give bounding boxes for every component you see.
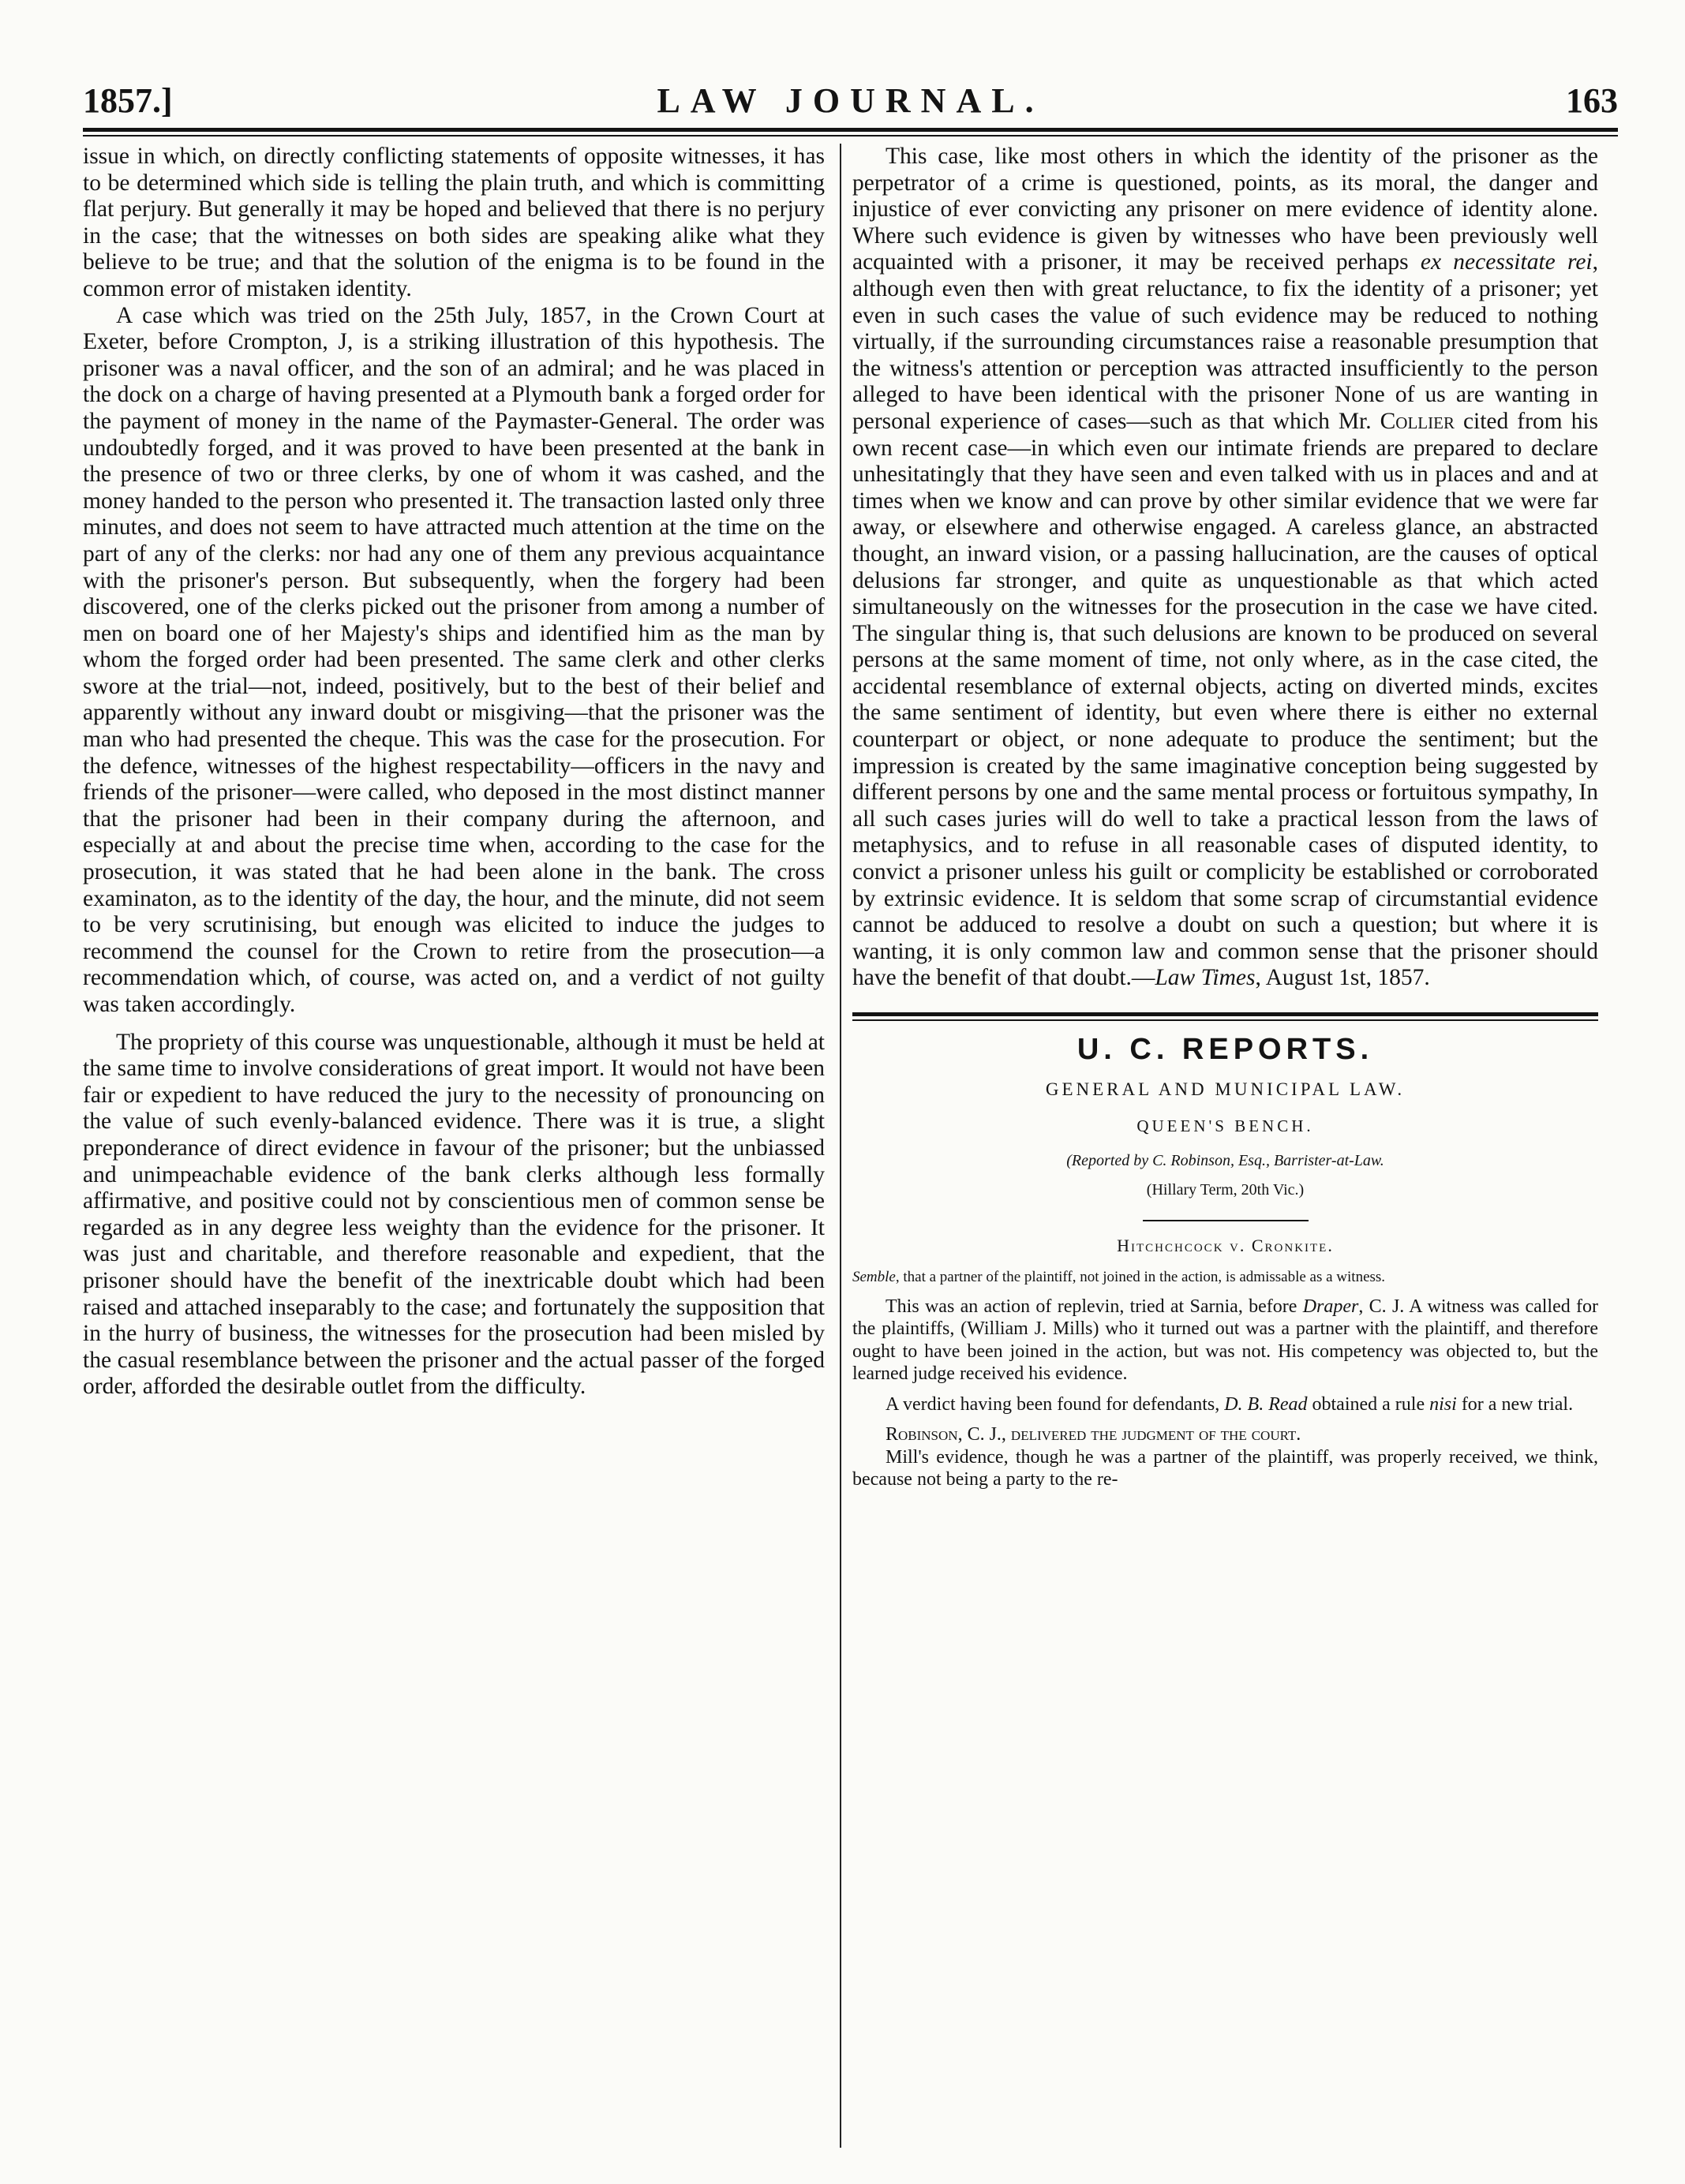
text-run: , C. J. A witness was called for the plaintiffs, (William J. Mills) who it turned out was a partner with the plaintiff, and therefore ought to have been joined in the action, but was not. His competency was objected to, but the learned judge received his evidence. [852, 1296, 1599, 1385]
text-run: A verdict having been found for defendants, [886, 1393, 1220, 1415]
paragraph [852, 1296, 1598, 1386]
text-run: for a new trial. [1461, 1393, 1574, 1415]
counsel-name: D. B. Read [1224, 1393, 1308, 1415]
text-run: This was an action of replevin, tried at Sarnia, before [886, 1296, 1297, 1317]
case-rule [1143, 1220, 1309, 1221]
header-rule-thin [83, 135, 1618, 136]
section-subtitle: GENERAL AND MUNICIPAL LAW. [1045, 1079, 1406, 1099]
paragraph: The propriety of this course was unquestionable, although it must be held at the same time to involve considerations of great import. It would not have been fair or expedient to have reduced the jury to the necessity of pronouncing on the value of such evenly-balanced evidence. There was it is true, a slight preponderance of direct evidence in favour of the prisoner; but the unbiassed and unimpeachable evidence of the bank clerks although less formally affirmative, and positive could not by conscientious men of common sense be regarded as in any degree less weighty than the evidence for the prisoner. It was just and charitable, and therefore reasonable and expedient, that the prisoner should have the benefit of the inextricable doubt which had been raised and attached inseparably to the case; and fortunately the supposition that in the hurry of business, the witnesses for the prosecution had been misled by the casual resemblance between the prisoner and the actual passer of the forged order, afforded the desirable outlet from the difficulty. [83, 1029, 825, 1400]
text-run: This case, like most others in which the identity of the prisoner as the perpetrator of a crime is questioned, points, as its moral, the danger and injustice of ever convicting any prisoner on mere evidence of identity alone. Where such evidence is given by witnesses who have been previously well acquainted with a prisoner, it may be received perhaps [852, 144, 1598, 275]
text-run: cited from his own recent case—in which even our intimate friends are prepared to declare unhesitatingly that they have seen and even talked with us in places and and at times when we know and can prove by other similar evidence that we were far away, or elsewhere and otherwise engaged. A careless glance, an abstracted thought, an inward vision, or a passing hallucination, are the causes of optical delusions far stronger, and quite as unquestionable as that which acted simultaneously on the witnesses for the prosecution in the case we have cited. The singular thing is, that such delusions are known to be produced on several persons at the same moment of time, not only where, as in the case cited, the accidental resemblance of external objects, acting on diverted minds, excites the same sentiment of identity, but even where there is either no external counterpart or object, or none adequate to produce the sentiment; but the impression is created by the same imaginative conception being suggested by different persons by one and the same mental process or fortuitous sympathy, In all such cases juries will do well to take a practical lesson from the laws of metaphysics, and to refuse in all reasonable cases of disputed identity, to convict a prisoner unless his guilt or complicity be established or corroborated by extrinsic evidence. It is seldom that some scrap of circumstantial evidence cannot be adduced to resolve a doubt on such a question; but where it is wanting, it is only common law and common sense that the prisoner should have the benefit of that doubt.— [852, 408, 1598, 991]
paragraph [852, 1393, 1598, 1416]
issue-year: 1857.] [83, 81, 173, 120]
latin-term: nisi [1429, 1393, 1457, 1415]
source-citation: Law Times [1155, 965, 1256, 991]
term-line: (Hillary Term, 20th Vic.) [1146, 1181, 1305, 1199]
latin-phrase: ex necessitate rei [1420, 249, 1593, 275]
semble-label: Semble [852, 1268, 896, 1285]
paragraph: Robinson, C. J., delivered the judgment of the court. [886, 1424, 1301, 1445]
paragraph: issue in which, on directly conflicting statements of opposite witnesses, it has to be determined which side is telling the plain truth, and which is committing flat perjury. But generally it may be hoped and believed that there is no perjury in the case; that the witnesses on both sides are speaking alike what they believe to be true; and that the solution of the enigma is to be found in the common error of mistaken identity. [83, 144, 825, 301]
paragraph: Mill's evidence, though he was a partner of the plaintiff, was properly received, we think, because not being a party to the re- [852, 1446, 1598, 1490]
right-column [852, 144, 1598, 1491]
text-run: obtained a rule [1312, 1393, 1425, 1415]
journal-title: LAW JOURNAL. [657, 81, 1044, 120]
column-divider [840, 144, 841, 2148]
running-head [83, 80, 1618, 128]
text-run: , that a partner of the plaintiff, not joined in the action, is admissable as a witness. [895, 1268, 1386, 1285]
section-title: U. C. REPORTS. [1077, 1033, 1374, 1066]
case-report [852, 1269, 1598, 1491]
left-column [83, 144, 825, 1401]
section-rule-thin [852, 1019, 1598, 1021]
section-rule [852, 1012, 1598, 1016]
case-title: Hitchchcock v. Cronkite. [1117, 1235, 1334, 1255]
citation-date: , August 1st, 1857. [1255, 965, 1430, 991]
paragraph [852, 144, 1598, 992]
person-name: Collier [1380, 408, 1455, 434]
judge-name: Draper [1302, 1296, 1359, 1317]
paragraph: A case which was tried on the 25th July, 1857, in the Crown Court at Exeter, before Crompton, J, is a striking illustration of this hypothesis. The prisoner was a naval officer, and the son of an admiral; and he was placed in the dock on a charge of having presented at a Plymouth bank a forged order for the payment of money in the name of the Paymaster-General. The order was undoubtedly forged, and it was proved to have been presented at the bank in the presence of two or three clerks, by one of whom it was cashed, and the money handed to the person who presented it. The transaction lasted only three minutes, and does not seem to have attracted much attention at the time on the part of any of the clerks: nor had any one of them any previous acquaintance with the prisoner's person. But subsequently, when the forgery had been discovered, one of the clerks picked out the prisoner from among a number of men on board one of her Majesty's ships and identified him as the man by whom the forged order had been presented. The same clerk and other clerks swore at the trial—not, indeed, positively, but to the best of their belief and apparently without any inward doubt or misgiving—that the prisoner was the man who had presented the cheque. This was the case for the prosecution. For the defence, witnesses of the highest respectability—officers in the navy and friends of the prisoner—were called, who deposed in the most distinct manner that the prisoner had been in their company during the afternoon, and especially at and about the precise time when, according to the case for the prosecution, it was stated that he had been alone in the bank. The cross examinaton, as to the identity of the day, the hour, and the minute, did not seem to be very scrutinising, but enough was elicited to induce the judges to recommend the counsel for the Crown to retire from the prosecution—a recommendation which, of course, was acted on, and a verdict of not guilty was taken accordingly. [83, 302, 825, 1017]
court-name: QUEEN'S BENCH. [1136, 1116, 1314, 1136]
text-run: , although even then with great reluctance, to fix the identity of a prisoner; yet even in such cases the value of such evidence may be reduced to nothing virtually, if the surrounding circumstances raise a reasonable presumption that the witness's attention or perception was attracted insufficiently to the person alleged to have been identical with the prisoner None of us are wanting in personal experience of cases—such as that which Mr. [852, 249, 1599, 434]
headnote [852, 1269, 1598, 1286]
reporter-line: (Reported by C. Robinson, Esq., Barrister-at-Law. [1066, 1151, 1384, 1169]
header-rule [83, 128, 1618, 132]
page-number: 163 [1566, 81, 1618, 120]
